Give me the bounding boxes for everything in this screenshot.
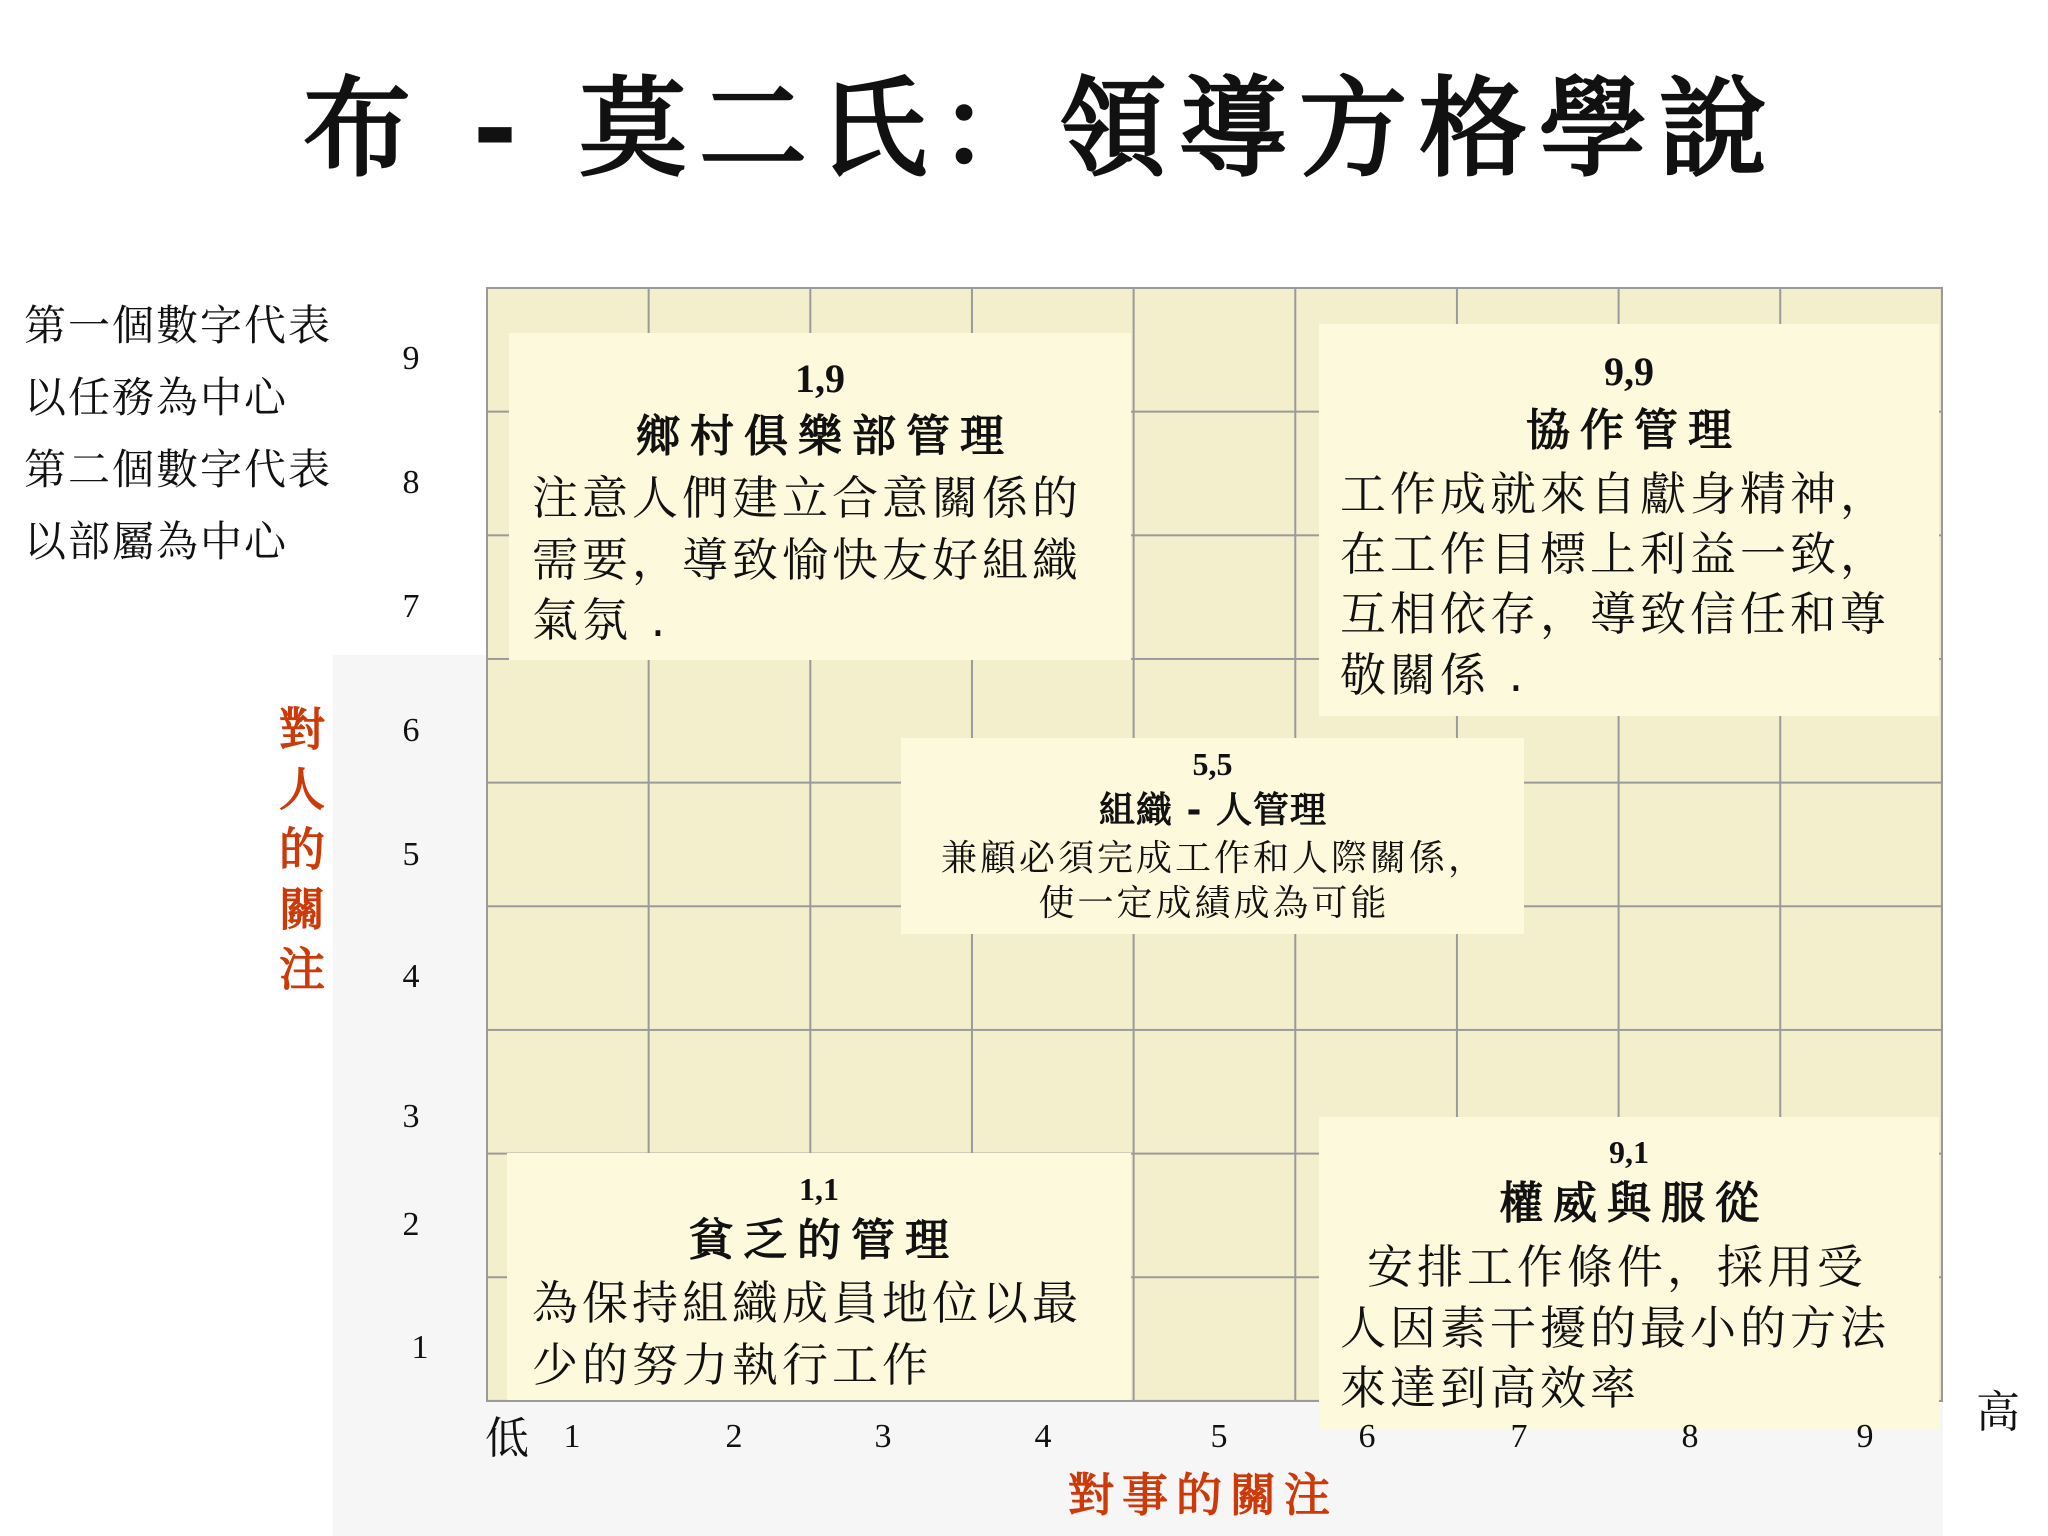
note-line: 第一個數字代表 — [24, 301, 333, 350]
style-description-line: 工作成就來自獻身精神， — [1340, 467, 1890, 521]
style-coord: 9,1 — [1609, 1134, 1649, 1170]
style-description-line: 互相依存，導致信任和尊 — [1340, 587, 1890, 641]
y-tick-label: 4 — [402, 958, 420, 995]
style-description-line: 少的努力執行工作 — [532, 1338, 932, 1392]
x-tick-label: 5 — [1210, 1418, 1228, 1455]
y-axis-label: 對人的關注 — [272, 705, 326, 1005]
y-tick-label: 6 — [402, 712, 420, 749]
style-coord: 9,9 — [1604, 349, 1654, 394]
note-line: 以部屬為中心 — [24, 517, 289, 566]
style-coord: 1,1 — [799, 1171, 839, 1207]
x-axis-high-label: 高 — [1976, 1387, 2020, 1438]
style-description-line: 敬關係 . — [1340, 648, 1528, 702]
x-axis-label: 對事的關注 — [1068, 1468, 1338, 1522]
style-description-line: 為保持組織成員地位以最 — [532, 1276, 1082, 1330]
y-tick-label: 7 — [402, 588, 420, 625]
style-box-middle-road — [901, 738, 1524, 934]
style-description-line: 兼顧必須完成工作和人際關係， — [940, 838, 1487, 879]
axis-panel-left — [333, 655, 486, 1536]
style-description-line: 注意人們建立合意關係的 — [532, 471, 1082, 525]
y-tick-label: 5 — [402, 836, 420, 873]
y-tick-label: 2 — [402, 1206, 420, 1243]
style-description-line: 氣氛 . — [532, 593, 670, 647]
x-axis-low-label: 低 — [485, 1413, 529, 1464]
x-tick-label: 3 — [874, 1418, 892, 1455]
y-axis-label-container — [272, 700, 326, 1010]
x-tick-label: 2 — [725, 1418, 743, 1455]
y-tick-label: 8 — [402, 464, 420, 501]
y-tick-label: 3 — [402, 1098, 420, 1135]
style-description-line: 安排工作條件，採用受 — [1367, 1240, 1867, 1294]
style-name: 協作管理 — [1526, 405, 1742, 456]
style-description-line: 使一定成績成為可能 — [1038, 883, 1390, 924]
style-box-authority-compliance — [1319, 1117, 1939, 1430]
style-name: 組織 - 人管理 — [1098, 790, 1327, 831]
x-tick-label: 9 — [1856, 1418, 1874, 1455]
style-box-team — [1319, 324, 1939, 716]
x-tick-label: 7 — [1510, 1418, 1528, 1455]
y-tick-label: 1 — [411, 1329, 429, 1366]
note-line: 第二個數字代表 — [24, 445, 333, 494]
style-box-impoverished — [507, 1153, 1131, 1400]
style-box-country-club — [509, 333, 1131, 660]
x-tick-label: 8 — [1681, 1418, 1699, 1455]
note-line: 以任務為中心 — [24, 373, 289, 422]
style-name: 貧乏的管理 — [689, 1215, 959, 1266]
x-tick-label: 6 — [1358, 1418, 1376, 1455]
style-name: 權威與服從 — [1499, 1178, 1769, 1229]
style-description-line: 需要，導致愉快友好組織 — [532, 533, 1082, 587]
style-coord: 1,9 — [795, 356, 845, 401]
slide-title: 布 - 莫二氏：領導方格學說 — [302, 67, 1780, 192]
style-description-line: 在工作目標上利益一致， — [1340, 527, 1890, 581]
style-description-line: 來達到高效率 — [1340, 1361, 1640, 1415]
x-tick-label: 4 — [1034, 1418, 1052, 1455]
style-name: 鄉村俱樂部管理 — [636, 411, 1014, 462]
y-tick-label: 9 — [402, 340, 420, 377]
style-description-line: 人因素干擾的最小的方法 — [1340, 1301, 1890, 1355]
x-tick-label: 1 — [563, 1418, 581, 1455]
style-coord: 5,5 — [1192, 746, 1233, 782]
